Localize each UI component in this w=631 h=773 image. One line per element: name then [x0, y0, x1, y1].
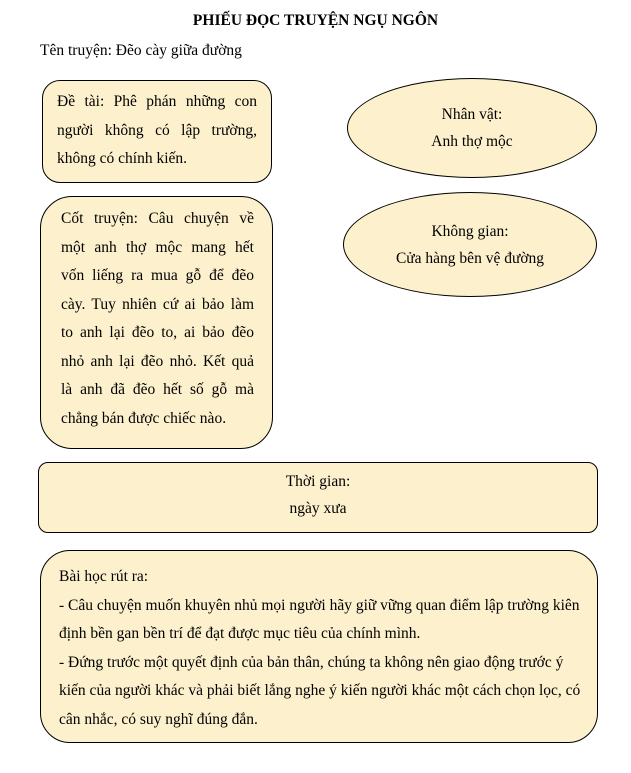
- plot-text: Cốt truyện: Câu chuyện về một anh thợ mộc mang hết vốn liếng ra mua gỗ để đẽo cày. Tuy nhiên cứ ai bảo làm to anh lại đẽo to, ai bảo đẽo nhỏ anh lại đẽo nhỏ. Kết quả là anh đã đẽo hết số gỗ mà chẳng bán được chiếc nào.: [61, 210, 254, 427]
- time-label: Thời gian:: [285, 473, 351, 490]
- plot-box: [40, 196, 273, 449]
- topic-text: Đề tài: Phê phán những con người không có lập trường, không có chính kiến.: [57, 93, 257, 167]
- lesson-point: - Đứng trước một quyết định của bản thân, chúng ta không nên giao động trước ý kiến của người khác và phải biết lắng nghe ý kiến người khác một cách chọn lọc, có cân nhắc, có suy nghĩ đúng đắn.: [59, 653, 581, 728]
- topic-box: [42, 80, 272, 183]
- space-ellipse: [343, 192, 597, 297]
- lesson-point: - Câu chuyện muốn khuyên nhủ mọi người hãy giữ vững quan điểm lập trường kiên định bền gan bền trí để đạt được mục tiêu của chính mình.: [59, 596, 580, 642]
- space-label: Không gian:: [431, 222, 509, 240]
- worksheet-title: PHIẾU ĐỌC TRUYỆN NGỤ NGÔN: [192, 12, 439, 29]
- character-label: Nhân vật:: [441, 106, 503, 123]
- time-box: [38, 462, 598, 533]
- lesson-box: [40, 550, 598, 743]
- time-value: ngày xưa: [289, 500, 347, 517]
- character-value: Anh thợ mộc: [431, 133, 513, 150]
- space-value: Cửa hàng bên vệ đường: [395, 249, 545, 267]
- story-name: Tên truyện: Đẽo cày giữa đường: [40, 42, 242, 59]
- lesson-label: Bài học rút ra:: [59, 568, 149, 585]
- character-ellipse: [347, 78, 597, 178]
